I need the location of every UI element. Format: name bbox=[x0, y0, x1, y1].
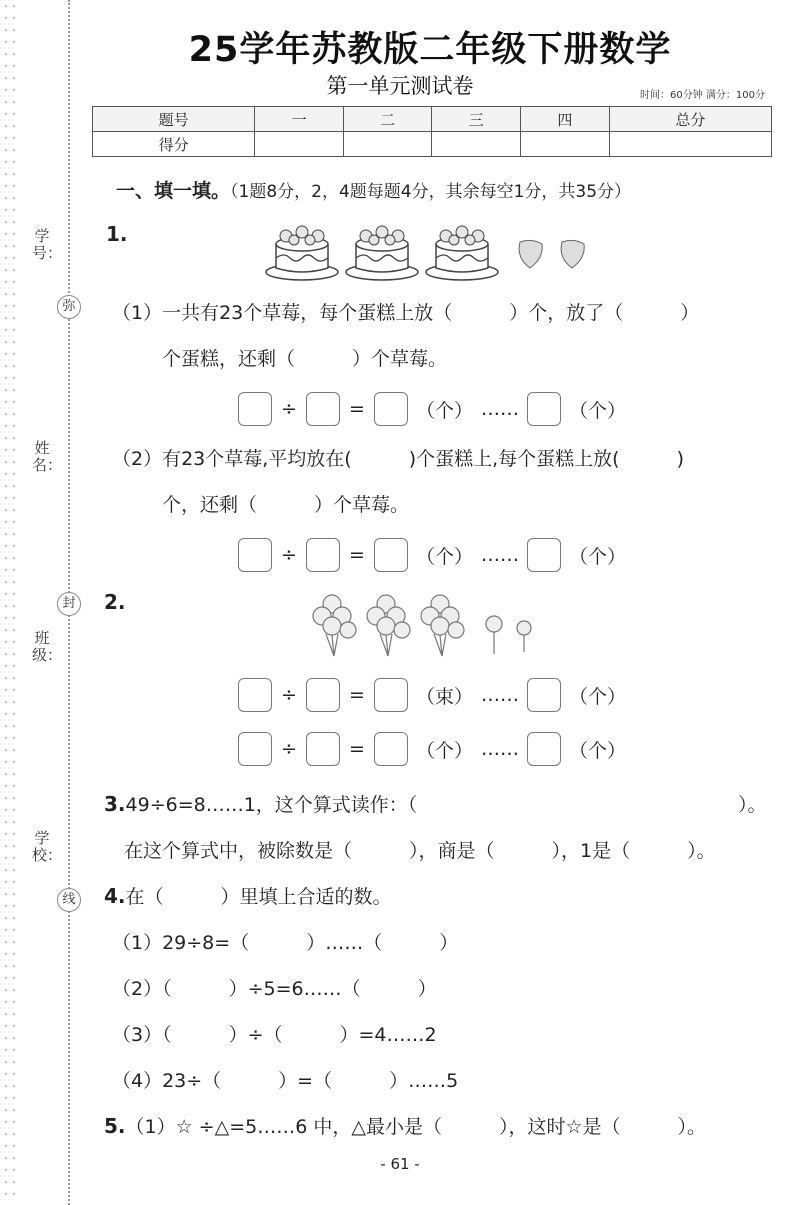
equals-sign: = bbox=[349, 398, 365, 420]
unit-label: （束） bbox=[416, 685, 474, 708]
unit-label: （个） bbox=[416, 399, 474, 422]
answer-box[interactable] bbox=[374, 538, 408, 572]
unit-label: （个） bbox=[569, 545, 627, 568]
q1-sub1-line2: 个蛋糕，还剩（ ）个草莓。 bbox=[162, 348, 448, 370]
q5-line bbox=[104, 1112, 706, 1139]
side-label-school: 学校： bbox=[32, 829, 63, 864]
balloon-bunch-icon bbox=[421, 595, 464, 656]
cake-icon bbox=[346, 226, 418, 280]
remainder-dots: …… bbox=[481, 684, 520, 706]
strawberry-icon bbox=[519, 240, 542, 268]
score-row-label: 得分 bbox=[93, 132, 255, 157]
answer-box[interactable] bbox=[306, 678, 340, 712]
answer-box[interactable] bbox=[527, 392, 561, 426]
score-header-cell: 题号 bbox=[93, 107, 255, 132]
balloon-bunch-icon bbox=[313, 595, 356, 656]
cakes-strawberries-illustration bbox=[262, 212, 602, 284]
score-cell[interactable] bbox=[609, 132, 771, 157]
equals-sign: = bbox=[349, 738, 365, 760]
unit-label: （个） bbox=[569, 399, 627, 422]
q5-line-text: （1）☆ ÷△=5……6 中，△最小是（ ），这时☆是（ ）。 bbox=[125, 1116, 706, 1138]
score-table-score-row bbox=[93, 132, 772, 157]
seal-char-feng: 封 bbox=[57, 592, 81, 616]
balloons-illustration bbox=[308, 590, 548, 660]
page-title: 25学年苏教版二年级下册数学 bbox=[188, 30, 672, 70]
cake-icon bbox=[426, 226, 498, 280]
balloon-bunch-icon bbox=[367, 595, 410, 656]
score-header-cell: 二 bbox=[343, 107, 432, 132]
q3-line1-text: 49÷6=8……1，这个算式读作：（ bbox=[125, 794, 418, 816]
q3-line1-end: ）。 bbox=[738, 794, 767, 816]
equals-sign: = bbox=[349, 544, 365, 566]
answer-box[interactable] bbox=[306, 538, 340, 572]
score-cell[interactable] bbox=[255, 132, 344, 157]
score-cell[interactable] bbox=[521, 132, 610, 157]
answer-box[interactable] bbox=[238, 678, 272, 712]
answer-box[interactable] bbox=[374, 678, 408, 712]
divide-sign: ÷ bbox=[281, 544, 297, 566]
remainder-dots: …… bbox=[481, 398, 520, 420]
answer-box[interactable] bbox=[306, 732, 340, 766]
unit-label: （个） bbox=[416, 545, 474, 568]
answer-box[interactable] bbox=[374, 732, 408, 766]
score-cell[interactable] bbox=[432, 132, 521, 157]
answer-box[interactable] bbox=[306, 392, 340, 426]
question-number-2: 2. bbox=[104, 590, 126, 614]
q4-item-4: （4）23÷（ ）=（ ）……5 bbox=[112, 1070, 459, 1092]
answer-box[interactable] bbox=[238, 732, 272, 766]
equation-row bbox=[238, 732, 626, 766]
question-number-5: 5. bbox=[104, 1114, 126, 1138]
single-balloon-icon bbox=[517, 621, 531, 652]
unit-label: （个） bbox=[569, 685, 627, 708]
page-number: - 61 - bbox=[380, 1155, 420, 1173]
page-subtitle: 第一单元测试卷 bbox=[326, 74, 474, 98]
score-header-cell: 四 bbox=[521, 107, 610, 132]
q4-heading bbox=[104, 882, 392, 909]
score-table-header-row bbox=[93, 107, 772, 132]
cake-icon bbox=[266, 226, 338, 280]
divide-sign: ÷ bbox=[281, 738, 297, 760]
equation-row bbox=[238, 538, 626, 572]
answer-box[interactable] bbox=[238, 538, 272, 572]
answer-box[interactable] bbox=[527, 678, 561, 712]
score-cell[interactable] bbox=[343, 132, 432, 157]
side-label-student-number: 学号： bbox=[32, 227, 63, 262]
equation-row bbox=[238, 678, 626, 712]
divide-sign: ÷ bbox=[281, 398, 297, 420]
q3-line2: 在这个算式中，被除数是（ ），商是（ ），1是（ ）。 bbox=[124, 840, 716, 862]
q4-heading-text: 在（ ）里填上合适的数。 bbox=[125, 886, 392, 908]
single-balloon-icon bbox=[486, 616, 502, 654]
q3-line1 bbox=[104, 790, 417, 817]
seal-char-xian: 线 bbox=[57, 888, 81, 912]
side-label-name: 姓名： bbox=[32, 439, 63, 474]
unit-label: （个） bbox=[569, 739, 627, 762]
equals-sign: = bbox=[349, 684, 365, 706]
question-number-3: 3. bbox=[104, 792, 126, 816]
q1-sub1-line1: （1）一共有23个草莓，每个蛋糕上放（ ）个，放了（ ） bbox=[112, 302, 700, 324]
score-table bbox=[92, 106, 772, 157]
answer-box[interactable] bbox=[374, 392, 408, 426]
remainder-dots: …… bbox=[481, 544, 520, 566]
equation-row bbox=[238, 392, 626, 426]
divide-sign: ÷ bbox=[281, 684, 297, 706]
side-label-class: 班级： bbox=[32, 629, 63, 664]
margin-dots bbox=[2, 0, 18, 1205]
score-header-cell: 总分 bbox=[609, 107, 771, 132]
question-number-4: 4. bbox=[104, 884, 126, 908]
answer-box[interactable] bbox=[527, 538, 561, 572]
score-header-cell: 一 bbox=[255, 107, 344, 132]
strawberry-icon bbox=[561, 240, 584, 268]
q4-item-2: （2）（ ）÷5=6……（ ） bbox=[112, 978, 437, 1000]
q4-item-3: （3）（ ）÷（ ）=4……2 bbox=[112, 1024, 437, 1046]
section-title: 一、填一填。 bbox=[116, 180, 231, 202]
remainder-dots: …… bbox=[481, 738, 520, 760]
answer-box[interactable] bbox=[238, 392, 272, 426]
q4-item-1: （1）29÷8=（ ）……（ ） bbox=[112, 932, 459, 954]
question-number-1: 1. bbox=[106, 222, 128, 246]
seal-char-mi: 弥 bbox=[57, 295, 81, 319]
score-header-cell: 三 bbox=[432, 107, 521, 132]
q1-sub2-line1: （2）有23个草莓,平均放在( )个蛋糕上,每个蛋糕上放( ) bbox=[112, 448, 684, 470]
answer-box[interactable] bbox=[527, 732, 561, 766]
unit-label: （个） bbox=[416, 739, 474, 762]
q1-sub2-line2: 个，还剩（ ）个草莓。 bbox=[162, 494, 410, 516]
exam-meta: 时间：60分钟 满分：100分 bbox=[640, 90, 765, 101]
section-heading bbox=[116, 176, 631, 203]
section-note: （1题8分，2，4题每题4分，其余每空1分，共35分） bbox=[230, 182, 632, 202]
